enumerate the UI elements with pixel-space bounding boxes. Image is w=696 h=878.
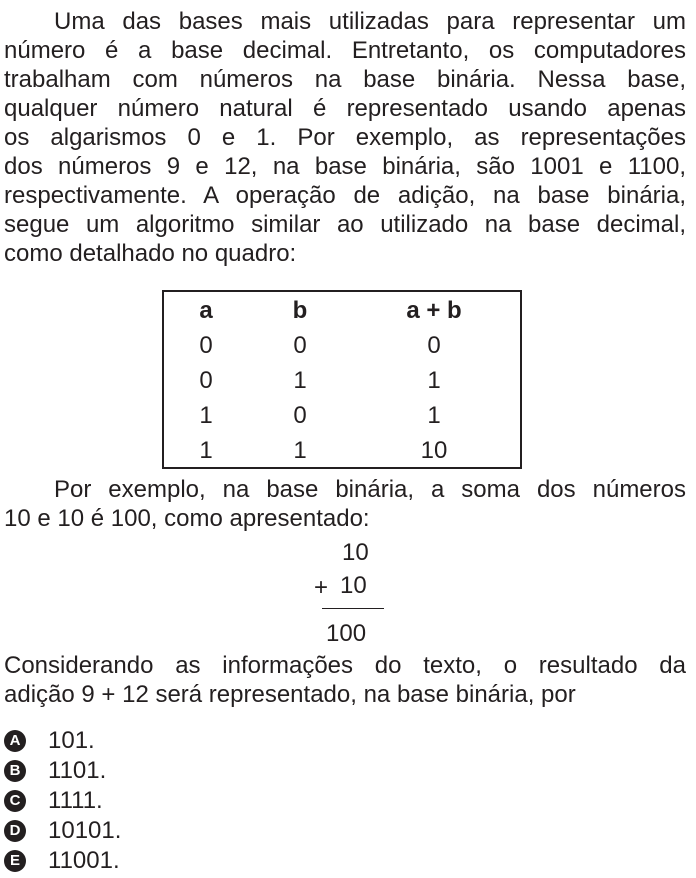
table-cell-a: 0	[199, 332, 213, 359]
intro-line: os algarismos 0 e 1. Por exemplo, as representações	[4, 124, 686, 151]
option-value: 11001.	[48, 847, 120, 874]
option-letter-badge: C	[4, 790, 26, 812]
table-cell-a: 0	[199, 367, 213, 394]
table-cell-b: 0	[293, 402, 307, 429]
question-line: Considerando as informações do texto, o resultado da	[4, 652, 686, 679]
binary-addition-table	[162, 290, 522, 469]
intro-line: número é a base decimal. Entretanto, os computadores	[4, 37, 686, 64]
example-line: 10 e 10 é 100, como apresentado:	[4, 505, 370, 532]
table-cell-sum: 10	[420, 437, 448, 464]
table-row	[164, 399, 520, 433]
option-value: 101.	[48, 727, 95, 754]
binary-addition-example	[300, 536, 410, 651]
example-paragraph	[4, 475, 686, 533]
table-header-sum: a + b	[406, 297, 462, 324]
table-cell-b: 0	[293, 332, 307, 359]
table-cell-b: 1	[293, 367, 307, 394]
table-cell-sum: 0	[427, 332, 441, 359]
table-row	[164, 434, 520, 468]
intro-line: segue um algoritmo similar ao utilizado na base decimal,	[4, 211, 686, 238]
option-value: 10101.	[48, 817, 122, 844]
option-c[interactable]	[4, 786, 304, 816]
addition-result: 100	[326, 620, 367, 647]
addition-operand-1: 10	[342, 539, 369, 566]
intro-line: qualquer número natural é representado usando apenas	[4, 95, 686, 122]
plus-sign: +	[314, 574, 329, 601]
intro-line: respectivamente. A operação de adição, na base binária,	[4, 182, 686, 209]
intro-line: Uma das bases mais utilizadas para representar um	[54, 8, 686, 35]
intro-line: como detalhado no quadro:	[4, 240, 297, 267]
intro-line: trabalham com números na base binária. Nessa base,	[4, 66, 686, 93]
table-cell-sum: 1	[427, 402, 441, 429]
table-cell-a: 1	[199, 437, 213, 464]
table-header-a: a	[199, 297, 213, 324]
table-cell-b: 1	[293, 437, 307, 464]
sum-line	[322, 608, 384, 609]
option-letter-badge: B	[4, 760, 26, 782]
intro-paragraph	[4, 7, 686, 268]
example-line: Por exemplo, na base binária, a soma dos números	[54, 476, 686, 503]
option-letter-badge: D	[4, 820, 26, 842]
option-value: 1111.	[48, 787, 103, 814]
table-cell-a: 1	[199, 402, 213, 429]
question-paragraph	[4, 651, 686, 709]
option-letter-badge: E	[4, 850, 26, 872]
question-line: adição 9 + 12 será representado, na base binária, por	[4, 681, 576, 708]
table-row	[164, 329, 520, 363]
table-header-b: b	[292, 297, 308, 324]
option-a[interactable]	[4, 726, 304, 756]
table-row	[164, 364, 520, 398]
option-value: 1101.	[48, 757, 107, 784]
table-cell-sum: 1	[427, 367, 441, 394]
option-b[interactable]	[4, 756, 304, 786]
option-d[interactable]	[4, 816, 304, 846]
addition-operand-2: 10	[340, 572, 367, 599]
table-header-row	[164, 294, 520, 328]
option-e[interactable]	[4, 846, 304, 876]
option-letter-badge: A	[4, 730, 26, 752]
intro-line: dos números 9 e 12, na base binária, são 1001 e 1100,	[4, 153, 686, 180]
